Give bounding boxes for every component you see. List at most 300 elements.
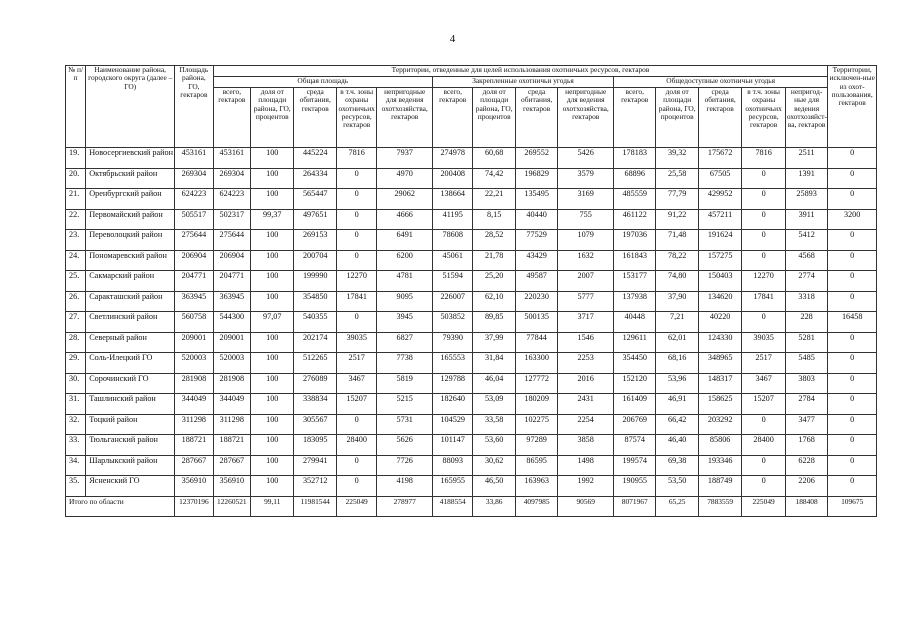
table-cell: 453161 bbox=[175, 148, 213, 169]
table-cell: 348965 bbox=[698, 353, 741, 374]
table-cell: 53,96 bbox=[656, 373, 698, 394]
total-cell: 99,11 bbox=[251, 496, 294, 516]
table-cell: 100 bbox=[251, 291, 294, 312]
table-cell: 100 bbox=[251, 394, 294, 415]
subheader-total-area-4: непригодные для ведения охотхозяйства, гектаров bbox=[377, 88, 433, 148]
subheader-fixed-1: доля от площади района, ГО, процентов bbox=[473, 88, 515, 148]
table-cell: 37,99 bbox=[473, 332, 515, 353]
table-cell: 0 bbox=[336, 250, 376, 271]
table-cell: 0 bbox=[742, 455, 785, 476]
table-cell: 46,50 bbox=[473, 476, 515, 497]
table-cell: 429952 bbox=[698, 189, 741, 210]
table-cell: 40220 bbox=[698, 312, 741, 333]
table-cell: 269304 bbox=[213, 168, 250, 189]
row-number: 26. bbox=[66, 291, 86, 312]
district-name: Октябрьский район bbox=[86, 168, 175, 189]
table-cell: 158625 bbox=[698, 394, 741, 415]
table-cell: 1632 bbox=[558, 250, 614, 271]
table-header bbox=[66, 66, 877, 148]
table-cell: 485559 bbox=[613, 189, 655, 210]
table-cell: 153177 bbox=[613, 271, 655, 292]
table-cell: 7816 bbox=[336, 148, 376, 169]
table-cell: 25893 bbox=[785, 189, 828, 210]
district-name: Тюльганский район bbox=[86, 435, 175, 456]
table-cell: 1079 bbox=[558, 230, 614, 251]
table-cell: 25,58 bbox=[656, 168, 698, 189]
subheader-fixed-2: среда обитания, гектаров bbox=[515, 88, 557, 148]
district-name: Шарлыкский район bbox=[86, 455, 175, 476]
district-name: Светлинский район bbox=[86, 312, 175, 333]
table-cell: 28400 bbox=[742, 435, 785, 456]
table-cell: 5626 bbox=[377, 435, 433, 456]
table-cell: 15207 bbox=[336, 394, 376, 415]
table-cell: 87574 bbox=[613, 435, 655, 456]
table-cell: 28,52 bbox=[473, 230, 515, 251]
table-cell: 161409 bbox=[613, 394, 655, 415]
table-cell: 4970 bbox=[377, 168, 433, 189]
total-row bbox=[66, 496, 877, 516]
table-cell: 135495 bbox=[515, 189, 557, 210]
table-cell: 37,90 bbox=[656, 291, 698, 312]
table-cell: 100 bbox=[251, 148, 294, 169]
total-cell: 4097985 bbox=[515, 496, 557, 516]
table-cell: 163963 bbox=[515, 476, 557, 497]
table-cell: 190955 bbox=[613, 476, 655, 497]
table-cell: 3717 bbox=[558, 312, 614, 333]
table-cell: 228 bbox=[785, 312, 828, 333]
table-cell: 5215 bbox=[377, 394, 433, 415]
table-cell: 3579 bbox=[558, 168, 614, 189]
table-cell: 28400 bbox=[336, 435, 376, 456]
table-cell: 79390 bbox=[433, 332, 473, 353]
table-cell: 500135 bbox=[515, 312, 557, 333]
table-cell: 104529 bbox=[433, 414, 473, 435]
total-cell: 225049 bbox=[336, 496, 376, 516]
table-cell: 100 bbox=[251, 230, 294, 251]
table-cell: 520003 bbox=[213, 353, 250, 374]
table-cell: 220230 bbox=[515, 291, 557, 312]
table-cell: 0 bbox=[336, 312, 376, 333]
table-cell: 25,20 bbox=[473, 271, 515, 292]
total-cell: 33,86 bbox=[473, 496, 515, 516]
district-name: Оренбургский район bbox=[86, 189, 175, 210]
table-cell: 22,21 bbox=[473, 189, 515, 210]
table-cell: 31,84 bbox=[473, 353, 515, 374]
table-cell: 97,07 bbox=[251, 312, 294, 333]
table-cell: 62,10 bbox=[473, 291, 515, 312]
district-name: Саракташский район bbox=[86, 291, 175, 312]
table-cell: 311298 bbox=[175, 414, 213, 435]
table-cell: 276089 bbox=[294, 373, 336, 394]
table-cell: 204771 bbox=[175, 271, 213, 292]
table-cell: 281908 bbox=[175, 373, 213, 394]
table-cell: 2253 bbox=[558, 353, 614, 374]
subheader-public-0: всего, гектаров bbox=[613, 88, 655, 148]
page-number: 4 bbox=[449, 33, 456, 45]
table-cell: 1546 bbox=[558, 332, 614, 353]
table-cell: 152120 bbox=[613, 373, 655, 394]
table-cell: 178183 bbox=[613, 148, 655, 169]
table-cell: 2774 bbox=[785, 271, 828, 292]
table-cell: 77844 bbox=[515, 332, 557, 353]
table-cell: 3477 bbox=[785, 414, 828, 435]
table-cell: 0 bbox=[742, 209, 785, 230]
table-cell: 100 bbox=[251, 168, 294, 189]
table-cell: 305567 bbox=[294, 414, 336, 435]
table-cell: 544300 bbox=[213, 312, 250, 333]
table-cell: 39035 bbox=[742, 332, 785, 353]
table-cell: 30,62 bbox=[473, 455, 515, 476]
table-cell: 1498 bbox=[558, 455, 614, 476]
table-cell: 53,50 bbox=[656, 476, 698, 497]
table-cell: 175672 bbox=[698, 148, 741, 169]
table-cell: 199990 bbox=[294, 271, 336, 292]
row-number: 25. bbox=[66, 271, 86, 292]
table-cell: 0 bbox=[336, 168, 376, 189]
table-cell: 1391 bbox=[785, 168, 828, 189]
table-cell: 163300 bbox=[515, 353, 557, 374]
district-name: Новосергиевский район bbox=[86, 148, 175, 169]
table-cell: 2431 bbox=[558, 394, 614, 415]
table-cell: 150403 bbox=[698, 271, 741, 292]
table-cell: 311298 bbox=[213, 414, 250, 435]
table-cell: 203292 bbox=[698, 414, 741, 435]
table-cell: 279941 bbox=[294, 455, 336, 476]
table-cell: 8,15 bbox=[473, 209, 515, 230]
table-cell: 354850 bbox=[294, 291, 336, 312]
table-cell: 287667 bbox=[213, 455, 250, 476]
table-cell: 100 bbox=[251, 250, 294, 271]
table-row bbox=[66, 435, 877, 456]
table-cell: 100 bbox=[251, 189, 294, 210]
table-cell: 134620 bbox=[698, 291, 741, 312]
table-cell: 6200 bbox=[377, 250, 433, 271]
table-cell: 209001 bbox=[213, 332, 250, 353]
table-row bbox=[66, 250, 877, 271]
table-cell: 200704 bbox=[294, 250, 336, 271]
row-number: 21. bbox=[66, 189, 86, 210]
total-cell: 11981544 bbox=[294, 496, 336, 516]
table-cell: 520003 bbox=[175, 353, 213, 374]
subheader-total-area-0: всего, гектаров bbox=[213, 88, 250, 148]
subheader-total-area-1: доля от площади района, ГО, процентов bbox=[251, 88, 294, 148]
table-cell: 7,21 bbox=[656, 312, 698, 333]
table-cell: 17841 bbox=[336, 291, 376, 312]
table-row bbox=[66, 476, 877, 497]
table-cell: 68896 bbox=[613, 168, 655, 189]
table-cell: 0 bbox=[828, 250, 877, 271]
table-cell: 124330 bbox=[698, 332, 741, 353]
table-cell: 4198 bbox=[377, 476, 433, 497]
table-cell: 352712 bbox=[294, 476, 336, 497]
table-cell: 67505 bbox=[698, 168, 741, 189]
table-cell: 101147 bbox=[433, 435, 473, 456]
table-cell: 200408 bbox=[433, 168, 473, 189]
subheader-total-area-3: в т.ч. зоны охраны охотничьих ресурсов, гектаров bbox=[336, 88, 376, 148]
table-cell: 100 bbox=[251, 476, 294, 497]
table-cell: 100 bbox=[251, 332, 294, 353]
table-cell: 202174 bbox=[294, 332, 336, 353]
table-cell: 49587 bbox=[515, 271, 557, 292]
row-number: 27. bbox=[66, 312, 86, 333]
table-cell: 7738 bbox=[377, 353, 433, 374]
table-cell: 199574 bbox=[613, 455, 655, 476]
table-cell: 41195 bbox=[433, 209, 473, 230]
table-row bbox=[66, 394, 877, 415]
table-cell: 4568 bbox=[785, 250, 828, 271]
table-cell: 0 bbox=[336, 189, 376, 210]
table-cell: 5731 bbox=[377, 414, 433, 435]
table-cell: 540355 bbox=[294, 312, 336, 333]
table-row bbox=[66, 455, 877, 476]
subheader-total-area-2: среда обитания, гектаров bbox=[294, 88, 336, 148]
table-row bbox=[66, 353, 877, 374]
table-cell: 0 bbox=[336, 414, 376, 435]
table-cell: 269153 bbox=[294, 230, 336, 251]
table-cell: 565447 bbox=[294, 189, 336, 210]
subheader-public-3: в т.ч. зоны охраны охотничьих ресурсов, гектаров bbox=[742, 88, 785, 148]
table-cell: 0 bbox=[828, 332, 877, 353]
table-cell: 148317 bbox=[698, 373, 741, 394]
table-cell: 5819 bbox=[377, 373, 433, 394]
row-number: 22. bbox=[66, 209, 86, 230]
row-number: 19. bbox=[66, 148, 86, 169]
table-cell: 188749 bbox=[698, 476, 741, 497]
table-cell: 66,42 bbox=[656, 414, 698, 435]
table-cell: 100 bbox=[251, 435, 294, 456]
table-cell: 78,22 bbox=[656, 250, 698, 271]
table-cell: 62,01 bbox=[656, 332, 698, 353]
table-cell: 100 bbox=[251, 353, 294, 374]
table-cell: 755 bbox=[558, 209, 614, 230]
table-row bbox=[66, 373, 877, 394]
total-cell: 188408 bbox=[785, 496, 828, 516]
table-cell: 3858 bbox=[558, 435, 614, 456]
table-cell: 0 bbox=[828, 271, 877, 292]
row-number: 34. bbox=[66, 455, 86, 476]
table-cell: 12270 bbox=[336, 271, 376, 292]
table-cell: 137938 bbox=[613, 291, 655, 312]
table-cell: 53,09 bbox=[473, 394, 515, 415]
row-number: 31. bbox=[66, 394, 86, 415]
table-cell: 206769 bbox=[613, 414, 655, 435]
table-cell: 17841 bbox=[742, 291, 785, 312]
table-cell: 71,48 bbox=[656, 230, 698, 251]
table-cell: 344049 bbox=[213, 394, 250, 415]
table-row bbox=[66, 332, 877, 353]
total-cell: 12370196 bbox=[175, 496, 213, 516]
table-cell: 204771 bbox=[213, 271, 250, 292]
table-cell: 0 bbox=[828, 455, 877, 476]
subheader-public-1: доля от площади района, ГО, процентов bbox=[656, 88, 698, 148]
table-row bbox=[66, 168, 877, 189]
district-name: Пономаревский район bbox=[86, 250, 175, 271]
table-cell: 0 bbox=[828, 476, 877, 497]
table-cell: 0 bbox=[828, 373, 877, 394]
total-cell: 65,25 bbox=[656, 496, 698, 516]
table-cell: 0 bbox=[742, 250, 785, 271]
total-cell: 4188554 bbox=[433, 496, 473, 516]
table-cell: 46,40 bbox=[656, 435, 698, 456]
table-cell: 3945 bbox=[377, 312, 433, 333]
header-public-grounds: Общедоступные охотничьи угодья bbox=[613, 77, 827, 88]
table-cell: 7937 bbox=[377, 148, 433, 169]
table-cell: 6827 bbox=[377, 332, 433, 353]
table-cell: 5485 bbox=[785, 353, 828, 374]
table-cell: 7816 bbox=[742, 148, 785, 169]
table-cell: 2511 bbox=[785, 148, 828, 169]
table-cell: 0 bbox=[336, 230, 376, 251]
table-cell: 165553 bbox=[433, 353, 473, 374]
table-cell: 46,91 bbox=[656, 394, 698, 415]
header-fixed-grounds: Закрепленные охотничьи угодья bbox=[433, 77, 614, 88]
table-cell: 497651 bbox=[294, 209, 336, 230]
table-cell: 165955 bbox=[433, 476, 473, 497]
table-cell: 5281 bbox=[785, 332, 828, 353]
table-cell: 0 bbox=[828, 353, 877, 374]
table-cell: 3911 bbox=[785, 209, 828, 230]
district-name: Сорочинский ГО bbox=[86, 373, 175, 394]
table-cell: 0 bbox=[336, 209, 376, 230]
district-name: Переволоцкий район bbox=[86, 230, 175, 251]
header-total-area: Общая площадь bbox=[213, 77, 432, 88]
table-cell: 0 bbox=[828, 414, 877, 435]
row-number: 24. bbox=[66, 250, 86, 271]
table-cell: 363945 bbox=[175, 291, 213, 312]
table-cell: 43429 bbox=[515, 250, 557, 271]
row-number: 23. bbox=[66, 230, 86, 251]
table-cell: 6491 bbox=[377, 230, 433, 251]
table-cell: 100 bbox=[251, 455, 294, 476]
table-cell: 624223 bbox=[213, 189, 250, 210]
table-cell: 0 bbox=[828, 435, 877, 456]
district-name: Ясненский ГО bbox=[86, 476, 175, 497]
table-cell: 3467 bbox=[336, 373, 376, 394]
header-excluded: Территории, исключен-ные из охот-пользования, гектаров bbox=[828, 66, 877, 148]
subheader-fixed-0: всего, гектаров bbox=[433, 88, 473, 148]
table-cell: 183095 bbox=[294, 435, 336, 456]
table-cell: 206904 bbox=[175, 250, 213, 271]
table-cell: 77529 bbox=[515, 230, 557, 251]
table-cell: 344049 bbox=[175, 394, 213, 415]
table-cell: 502317 bbox=[213, 209, 250, 230]
header-district: Наименование района, городского округа (далее – ГО) bbox=[86, 66, 175, 148]
table-cell: 2784 bbox=[785, 394, 828, 415]
table-cell: 0 bbox=[742, 312, 785, 333]
hunting-territories-table bbox=[65, 65, 877, 517]
table-cell: 69,38 bbox=[656, 455, 698, 476]
table-row bbox=[66, 189, 877, 210]
table-cell: 74,80 bbox=[656, 271, 698, 292]
table-cell: 21,78 bbox=[473, 250, 515, 271]
table-cell: 0 bbox=[742, 189, 785, 210]
table-cell: 33,58 bbox=[473, 414, 515, 435]
table-cell: 129611 bbox=[613, 332, 655, 353]
table-row bbox=[66, 148, 877, 169]
table-cell: 60,68 bbox=[473, 148, 515, 169]
table-cell: 97289 bbox=[515, 435, 557, 456]
table-cell: 102275 bbox=[515, 414, 557, 435]
table-cell: 39035 bbox=[336, 332, 376, 353]
table-cell: 100 bbox=[251, 271, 294, 292]
table-cell: 0 bbox=[336, 476, 376, 497]
table-cell: 264334 bbox=[294, 168, 336, 189]
table-cell: 3467 bbox=[742, 373, 785, 394]
table-cell: 4666 bbox=[377, 209, 433, 230]
table-cell: 2007 bbox=[558, 271, 614, 292]
subheader-fixed-3: непригодные для ведения охотхозяйства, гектаров bbox=[558, 88, 614, 148]
total-label: Итого по области bbox=[66, 496, 175, 516]
table-cell: 157275 bbox=[698, 250, 741, 271]
subheader-public-4: непригод-ные для ведения охотхозяйст-ва, гектаров bbox=[785, 88, 828, 148]
table-cell: 197036 bbox=[613, 230, 655, 251]
table-cell: 86595 bbox=[515, 455, 557, 476]
table-cell: 0 bbox=[336, 455, 376, 476]
table-cell: 457211 bbox=[698, 209, 741, 230]
total-cell: 12260521 bbox=[213, 496, 250, 516]
table-cell: 0 bbox=[828, 230, 877, 251]
table-cell: 503852 bbox=[433, 312, 473, 333]
table-cell: 40440 bbox=[515, 209, 557, 230]
total-cell: 225049 bbox=[742, 496, 785, 516]
table-cell: 196829 bbox=[515, 168, 557, 189]
table-row bbox=[66, 209, 877, 230]
table-cell: 100 bbox=[251, 373, 294, 394]
table-cell: 127772 bbox=[515, 373, 557, 394]
table-cell: 275644 bbox=[175, 230, 213, 251]
row-number: 28. bbox=[66, 332, 86, 353]
table-cell: 453161 bbox=[213, 148, 250, 169]
table-cell: 0 bbox=[828, 148, 877, 169]
table-cell: 193346 bbox=[698, 455, 741, 476]
table-cell: 2016 bbox=[558, 373, 614, 394]
district-name: Северный район bbox=[86, 332, 175, 353]
table-cell: 461122 bbox=[613, 209, 655, 230]
table-cell: 46,04 bbox=[473, 373, 515, 394]
table-cell: 182640 bbox=[433, 394, 473, 415]
total-cell: 90569 bbox=[558, 496, 614, 516]
table-cell: 275644 bbox=[213, 230, 250, 251]
table-cell: 78608 bbox=[433, 230, 473, 251]
table-cell: 269304 bbox=[175, 168, 213, 189]
table-row bbox=[66, 230, 877, 251]
table-cell: 129788 bbox=[433, 373, 473, 394]
table-cell: 624223 bbox=[175, 189, 213, 210]
total-cell: 8071967 bbox=[613, 496, 655, 516]
district-name: Тоцкий район bbox=[86, 414, 175, 435]
table-cell: 40448 bbox=[613, 312, 655, 333]
table-cell: 9095 bbox=[377, 291, 433, 312]
table-cell: 0 bbox=[742, 414, 785, 435]
table-cell: 99,37 bbox=[251, 209, 294, 230]
total-cell: 278977 bbox=[377, 496, 433, 516]
table-cell: 45061 bbox=[433, 250, 473, 271]
table-cell: 16458 bbox=[828, 312, 877, 333]
table-cell: 338834 bbox=[294, 394, 336, 415]
total-cell: 109675 bbox=[828, 496, 877, 516]
table-cell: 0 bbox=[742, 168, 785, 189]
table-cell: 180209 bbox=[515, 394, 557, 415]
table-cell: 3200 bbox=[828, 209, 877, 230]
row-number: 29. bbox=[66, 353, 86, 374]
district-name: Сакмарский район bbox=[86, 271, 175, 292]
table-row bbox=[66, 291, 877, 312]
table-cell: 161843 bbox=[613, 250, 655, 271]
table-cell: 0 bbox=[828, 394, 877, 415]
row-number: 20. bbox=[66, 168, 86, 189]
table-cell: 39,32 bbox=[656, 148, 698, 169]
table-cell: 74,42 bbox=[473, 168, 515, 189]
